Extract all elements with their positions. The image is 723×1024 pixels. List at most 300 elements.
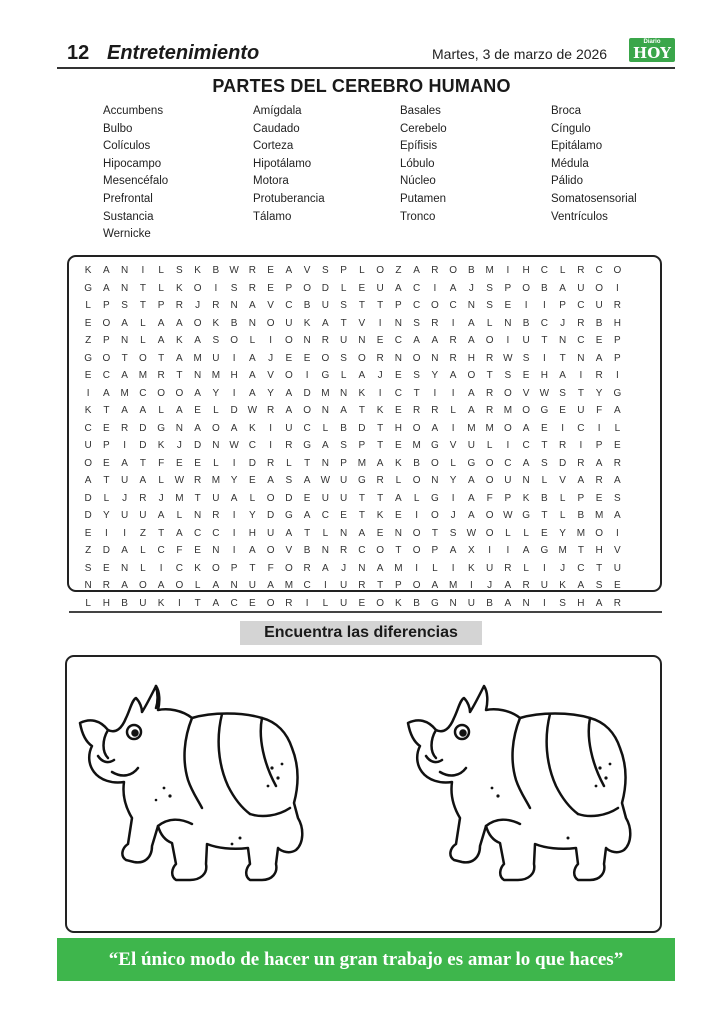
grid-letter: O [157,387,166,399]
grid-letter: B [212,265,220,276]
grid-letter: A [249,370,256,381]
grid-letter: D [139,422,147,434]
grid-letter: O [321,352,330,364]
grid-letter: L [286,457,292,469]
word-item: Médula [551,157,589,170]
grid-letter: A [230,492,238,504]
word-item: Mesencéfalo [103,175,169,188]
wordsearch-grid [79,260,627,610]
word-item: Hipotálamo [253,157,312,170]
grid-letter: Z [85,545,92,556]
grid-letter: E [358,282,366,294]
grid-letter: U [248,580,256,591]
word-item: Prefrontal [103,192,153,205]
grid-letter: L [450,405,456,416]
grid-letter: R [431,265,439,276]
grid-letter: O [412,475,421,486]
grid-letter: E [395,370,402,381]
grid-letter: W [503,352,513,364]
grid-letter: S [212,335,220,346]
grid-letter: U [340,597,348,609]
grid-letter: T [103,475,110,486]
grid-row [79,558,627,576]
newspaper-logo [629,38,675,62]
grid-letter: I [451,562,455,574]
grid-letter: W [539,387,550,399]
grid-letter: M [448,580,458,591]
grid-letter: L [413,492,420,504]
grid-letter: T [358,405,365,416]
grid-letter: N [340,387,348,399]
grid-letter: Y [230,475,238,486]
grid-letter: S [486,300,493,311]
grid-letter: O [430,457,439,469]
grid-letter: S [486,282,493,294]
grid-letter: S [230,282,238,294]
grid-letter: I [232,545,236,556]
word-item: Sustancia [103,210,154,223]
grid-letter: B [413,597,420,609]
wordsearch-title: PARTES DEL CEREBRO HUMANO [212,76,511,96]
grid-letter: B [121,597,128,609]
grid-letter: Y [249,510,256,521]
grid-letter: R [212,300,220,311]
grid-letter: O [376,545,385,556]
grid-letter: E [358,597,366,609]
grid-letter: S [504,370,512,381]
grid-letter: N [175,422,183,434]
header-divider [57,67,675,69]
grid-letter: O [467,370,476,381]
grid-letter: M [138,370,148,381]
grid-letter: R [285,440,293,451]
wordsearch-grid-frame [67,255,662,609]
grid-letter: I [86,387,90,399]
grid-letter: O [503,422,512,434]
grid-letter: P [577,492,585,504]
grid-letter: N [194,510,202,521]
grid-letter: N [340,527,348,539]
word-item: Epífisis [400,140,438,153]
grid-letter: P [358,440,366,451]
grid-letter: M [467,422,476,434]
grid-letter: I [305,370,309,381]
grid-letter: R [504,562,512,574]
grid-letter: D [321,282,329,294]
grid-letter: U [285,317,293,329]
grid-letter: Y [431,370,439,381]
word-item: Motora [253,175,289,188]
grid-letter: O [485,457,494,469]
grid-letter: I [542,562,546,574]
grid-letter: A [84,475,92,486]
grid-row [79,313,627,331]
grid-row [79,523,627,541]
grid-letter: O [303,282,312,294]
word-item: Hipocampo [103,157,162,170]
grid-letter: C [577,422,585,434]
grid-letter: T [577,545,584,556]
grid-letter: L [194,580,201,591]
grid-letter: B [486,597,493,609]
grid-letter: A [595,352,603,364]
word-item: Tronco [400,210,436,223]
grid-letter: C [303,580,311,591]
grid-letter: N [522,475,530,486]
grid-letter: A [176,352,183,364]
page-number: 12 [67,42,90,64]
grid-letter: E [395,510,402,521]
grid-letter: R [102,580,110,591]
grid-letter: N [394,317,402,329]
grid-letter: S [559,597,566,609]
grid-letter: P [285,282,293,294]
grid-letter: N [504,317,512,329]
grid-letter: A [468,492,475,504]
grid-letter: A [614,475,621,486]
grid-letter: E [103,562,110,574]
word-column [253,103,325,226]
grid-letter: A [212,597,220,609]
grid-letter: A [303,510,311,521]
grid-letter: I [378,387,382,399]
grid-letter: P [504,492,512,504]
grid-letter: D [84,492,92,504]
grid-letter: N [321,457,329,469]
grid-letter: Z [395,265,402,276]
grid-row [79,400,627,418]
grid-letter: I [451,317,455,329]
grid-letter: T [358,300,365,311]
grid-letter: R [613,457,621,469]
grid-letter: I [232,527,236,539]
grid-letter: T [358,510,365,521]
grid-letter: M [193,352,202,364]
grid-letter: P [103,440,110,451]
grid-letter: I [506,335,510,346]
grid-letter: I [232,352,236,364]
grid-letter: L [486,317,493,329]
grid-letter: U [613,562,621,574]
rhino-illustration-right [400,668,650,903]
grid-letter: C [449,300,457,311]
grid-letter: I [451,492,455,504]
grid-letter: O [485,475,494,486]
grid-letter: T [541,440,548,451]
grid-row [79,470,627,488]
grid-letter: C [577,562,585,574]
grid-letter: N [577,352,585,364]
grid-letter: A [595,457,603,469]
grid-letter: E [84,527,92,539]
grid-letter: B [595,317,603,329]
grid-letter: L [359,265,365,276]
grid-letter: O [412,527,421,539]
grid-letter: T [340,317,347,329]
grid-letter: R [376,475,384,486]
grid-letter: O [284,562,293,574]
grid-letter: S [340,352,347,364]
grid-letter: L [322,527,329,539]
grid-letter: W [466,527,477,539]
grid-letter: P [395,580,402,591]
grid-letter: C [102,370,110,381]
grid-letter: J [195,300,201,311]
grid-letter: O [284,335,293,346]
grid-letter: A [449,370,457,381]
grid-letter: O [595,527,604,539]
grid-letter: W [320,475,331,486]
grid-letter: R [358,580,366,591]
grid-letter: R [449,352,457,364]
grid-letter: O [412,545,421,556]
grid-letter: P [559,300,566,311]
grid-letter: L [85,300,91,311]
grid-letter: U [285,422,293,434]
grid-row [79,348,627,366]
grid-letter: O [266,317,275,329]
grid-letter: T [559,352,566,364]
grid-letter: C [230,597,238,609]
grid-letter: D [248,457,256,469]
grid-letter: U [577,405,585,416]
grid-letter: L [85,597,91,609]
grid-letter: M [558,545,567,556]
grid-letter: K [194,265,201,276]
grid-letter: F [596,405,603,416]
grid-letter: R [157,370,165,381]
grid-letter: H [577,597,585,609]
grid-letter: G [540,545,549,556]
grid-letter: N [212,440,220,451]
grid-letter: C [194,527,202,539]
grid-letter: I [159,562,163,574]
grid-row [79,365,627,383]
grid-letter: E [303,352,311,364]
grid-letter: T [249,562,256,574]
grid-letter: G [540,405,549,416]
grid-letter: O [485,527,494,539]
grid-letter: A [431,335,439,346]
grid-letter: P [395,300,402,311]
grid-letter: A [358,527,366,539]
grid-letter: L [340,282,347,294]
grid-letter: O [284,370,293,381]
grid-letter: R [267,457,275,469]
grid-letter: I [506,545,510,556]
word-item: Wernicke [103,228,151,241]
grid-letter: D [194,440,202,451]
grid-letter: E [595,335,603,346]
grid-row [79,505,627,523]
grid-letter: U [340,580,348,591]
word-item: Amígdala [253,105,302,117]
grid-letter: I [597,422,601,434]
grid-letter: Z [85,335,92,346]
grid-letter: I [615,282,619,294]
grid-letter: K [157,597,165,609]
grid-letter: L [103,492,110,504]
grid-row [79,383,627,401]
grid-letter: E [303,492,311,504]
logo-small-text: Diario [643,39,661,45]
grid-letter: E [194,405,201,416]
grid-letter: B [541,282,548,294]
grid-letter: U [577,282,585,294]
grid-letter: L [140,335,146,346]
grid-letter: P [103,300,110,311]
grid-letter: J [176,440,182,451]
grid-letter: O [175,580,184,591]
grid-letter: K [157,440,165,451]
grid-letter: N [248,317,256,329]
grid-letter: E [541,527,548,539]
grid-letter: A [468,405,475,416]
grid-letter: L [505,527,511,539]
grid-letter: A [595,597,603,609]
grid-letter: A [194,335,201,346]
grid-letter: M [485,265,494,276]
grid-letter: N [559,335,567,346]
grid-letter: A [103,265,110,276]
grid-letter: H [467,352,475,364]
grid-letter: A [139,405,147,416]
grid-letter: S [340,300,347,311]
grid-letter: I [615,370,619,381]
grid-letter: M [284,580,294,591]
grid-letter: R [559,440,567,451]
grid-letter: A [559,282,566,294]
grid-letter: N [121,282,129,294]
grid-letter: G [157,422,166,434]
grid-letter: A [468,387,475,399]
grid-letter: H [595,545,603,556]
grid-letter: S [413,370,420,381]
grid-letter: C [577,300,585,311]
grid-letter: A [395,492,402,504]
word-item: Núcleo [400,175,436,188]
grid-letter: O [266,545,275,556]
grid-letter: E [376,335,384,346]
grid-letter: X [468,545,475,556]
grid-letter: W [174,475,185,486]
grid-letter: I [269,440,273,451]
grid-letter: F [176,545,183,556]
grid-letter: U [267,527,275,539]
grid-letter: A [522,422,530,434]
grid-letter: V [559,475,566,486]
grid-row [79,575,627,593]
grid-letter: N [121,562,129,574]
grid-letter: R [486,352,494,364]
grid-letter: A [176,405,183,416]
grid-letter: C [321,510,329,521]
grid-letter: U [121,510,129,521]
grid-letter: P [504,282,512,294]
grid-letter: N [230,300,238,311]
grid-letter: I [469,580,473,591]
grid-letter: I [561,422,565,434]
grid-letter: R [121,422,129,434]
grid-letter: P [230,562,238,574]
grid-letter: F [486,492,493,504]
grid-letter: L [322,597,329,609]
grid-letter: G [522,510,531,521]
grid-letter: V [303,265,311,276]
grid-letter: R [413,405,421,416]
grid-letter: V [449,440,457,451]
grid-letter: O [138,352,147,364]
grid-letter: M [503,405,513,416]
grid-letter: I [542,597,546,609]
grid-letter: K [176,335,183,346]
grid-letter: B [413,457,420,469]
section-divider [69,611,662,613]
grid-letter: I [104,527,108,539]
grid-letter: E [541,422,548,434]
grid-letter: R [340,545,348,556]
grid-letter: A [285,387,293,399]
grid-letter: G [321,370,330,381]
grid-letter: P [340,265,347,276]
grid-letter: A [157,317,165,329]
grid-letter: L [249,335,256,346]
grid-letter: A [376,562,384,574]
grid-letter: O [376,597,385,609]
grid-letter: E [376,527,384,539]
grid-letter: L [395,475,402,486]
grid-letter: A [121,317,128,329]
grid-letter: P [431,545,439,556]
grid-letter: U [540,580,548,591]
grid-letter: T [158,352,165,364]
word-item: Cerebelo [400,122,447,135]
grid-letter: O [376,265,385,276]
grid-letter: U [139,510,147,521]
grid-letter: J [450,510,456,521]
grid-letter: S [413,317,420,329]
grid-letter: L [523,562,529,574]
grid-letter: R [248,265,256,276]
grid-letter: K [376,510,384,521]
word-item: Basales [400,105,441,117]
grid-letter: N [321,545,329,556]
grid-letter: G [284,510,293,521]
grid-letter: R [449,335,457,346]
section-title: Entretenimiento [107,42,260,64]
grid-letter: D [285,492,293,504]
grid-letter: A [121,580,128,591]
grid-letter: D [139,440,147,451]
word-item: Lóbulo [400,157,435,170]
grid-letter: L [559,265,566,276]
grid-letter: T [176,370,183,381]
grid-letter: N [194,370,202,381]
word-item: Broca [551,105,582,117]
grid-letter: J [560,317,566,329]
grid-letter: A [322,440,329,451]
grid-letter: E [285,352,293,364]
grid-letter: P [103,335,110,346]
grid-letter: I [177,597,181,609]
grid-letter: A [413,265,420,276]
grid-letter: N [358,562,366,574]
grid-letter: K [249,422,256,434]
grid-row [79,453,627,471]
quote-banner [57,938,675,981]
grid-letter: U [340,492,348,504]
grid-letter: A [614,405,621,416]
